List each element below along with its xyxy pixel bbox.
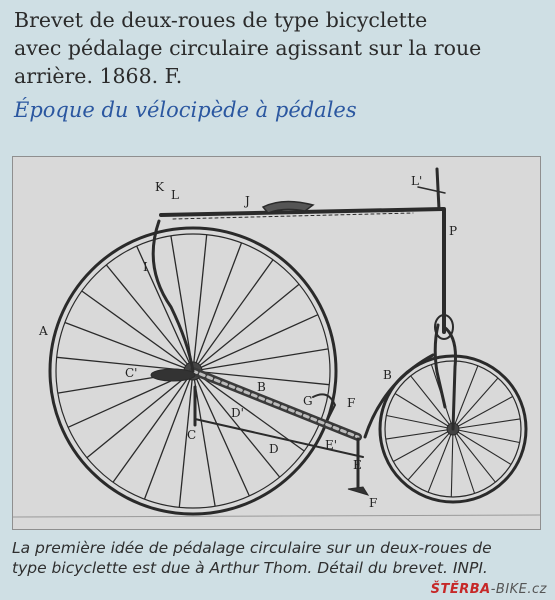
watermark-suffix: -BIKE.cz [490,582,547,597]
site-watermark [431,582,547,597]
caption-line-1: La première idée de pédalage circulaire sur un deux-roues de [12,539,492,557]
label-d: D [269,442,279,456]
label-k: K [155,180,164,194]
label-j: J [245,194,250,208]
label-f-mid: F [347,396,356,410]
label-l: L [171,188,179,202]
figure-caption [12,538,552,578]
label-a: A [39,324,48,338]
label-e: E [353,458,362,472]
label-l-right: L' [411,174,423,188]
label-b-right: B [383,368,392,382]
document-heading [14,6,544,90]
caption-line-2: type bicyclette est due à Arthur Thom. Détail du brevet. INPI. [12,559,488,577]
heading-line-2: avec pédalage circulaire agissant sur la roue [14,36,482,60]
label-e-prime: E' [325,438,338,452]
label-f-bottom: F [369,496,378,510]
label-d-prime: D' [231,406,244,420]
label-c: C [187,428,197,442]
era-subtitle: Époque du vélocipède à pédales [14,98,357,122]
patent-drawing [12,156,541,530]
label-b: B [257,380,266,394]
watermark-brand: ŠTĚRBA [430,582,491,597]
label-i: I [143,260,148,274]
label-g: G [303,394,313,408]
heading-line-1: Brevet de deux-roues de type bicyclette [14,8,428,32]
label-c-prime: C' [125,366,138,380]
bicycle-drawing-svg [13,157,540,529]
heading-line-3: arrière. 1868. F. [14,64,183,88]
label-p: P [449,224,458,238]
